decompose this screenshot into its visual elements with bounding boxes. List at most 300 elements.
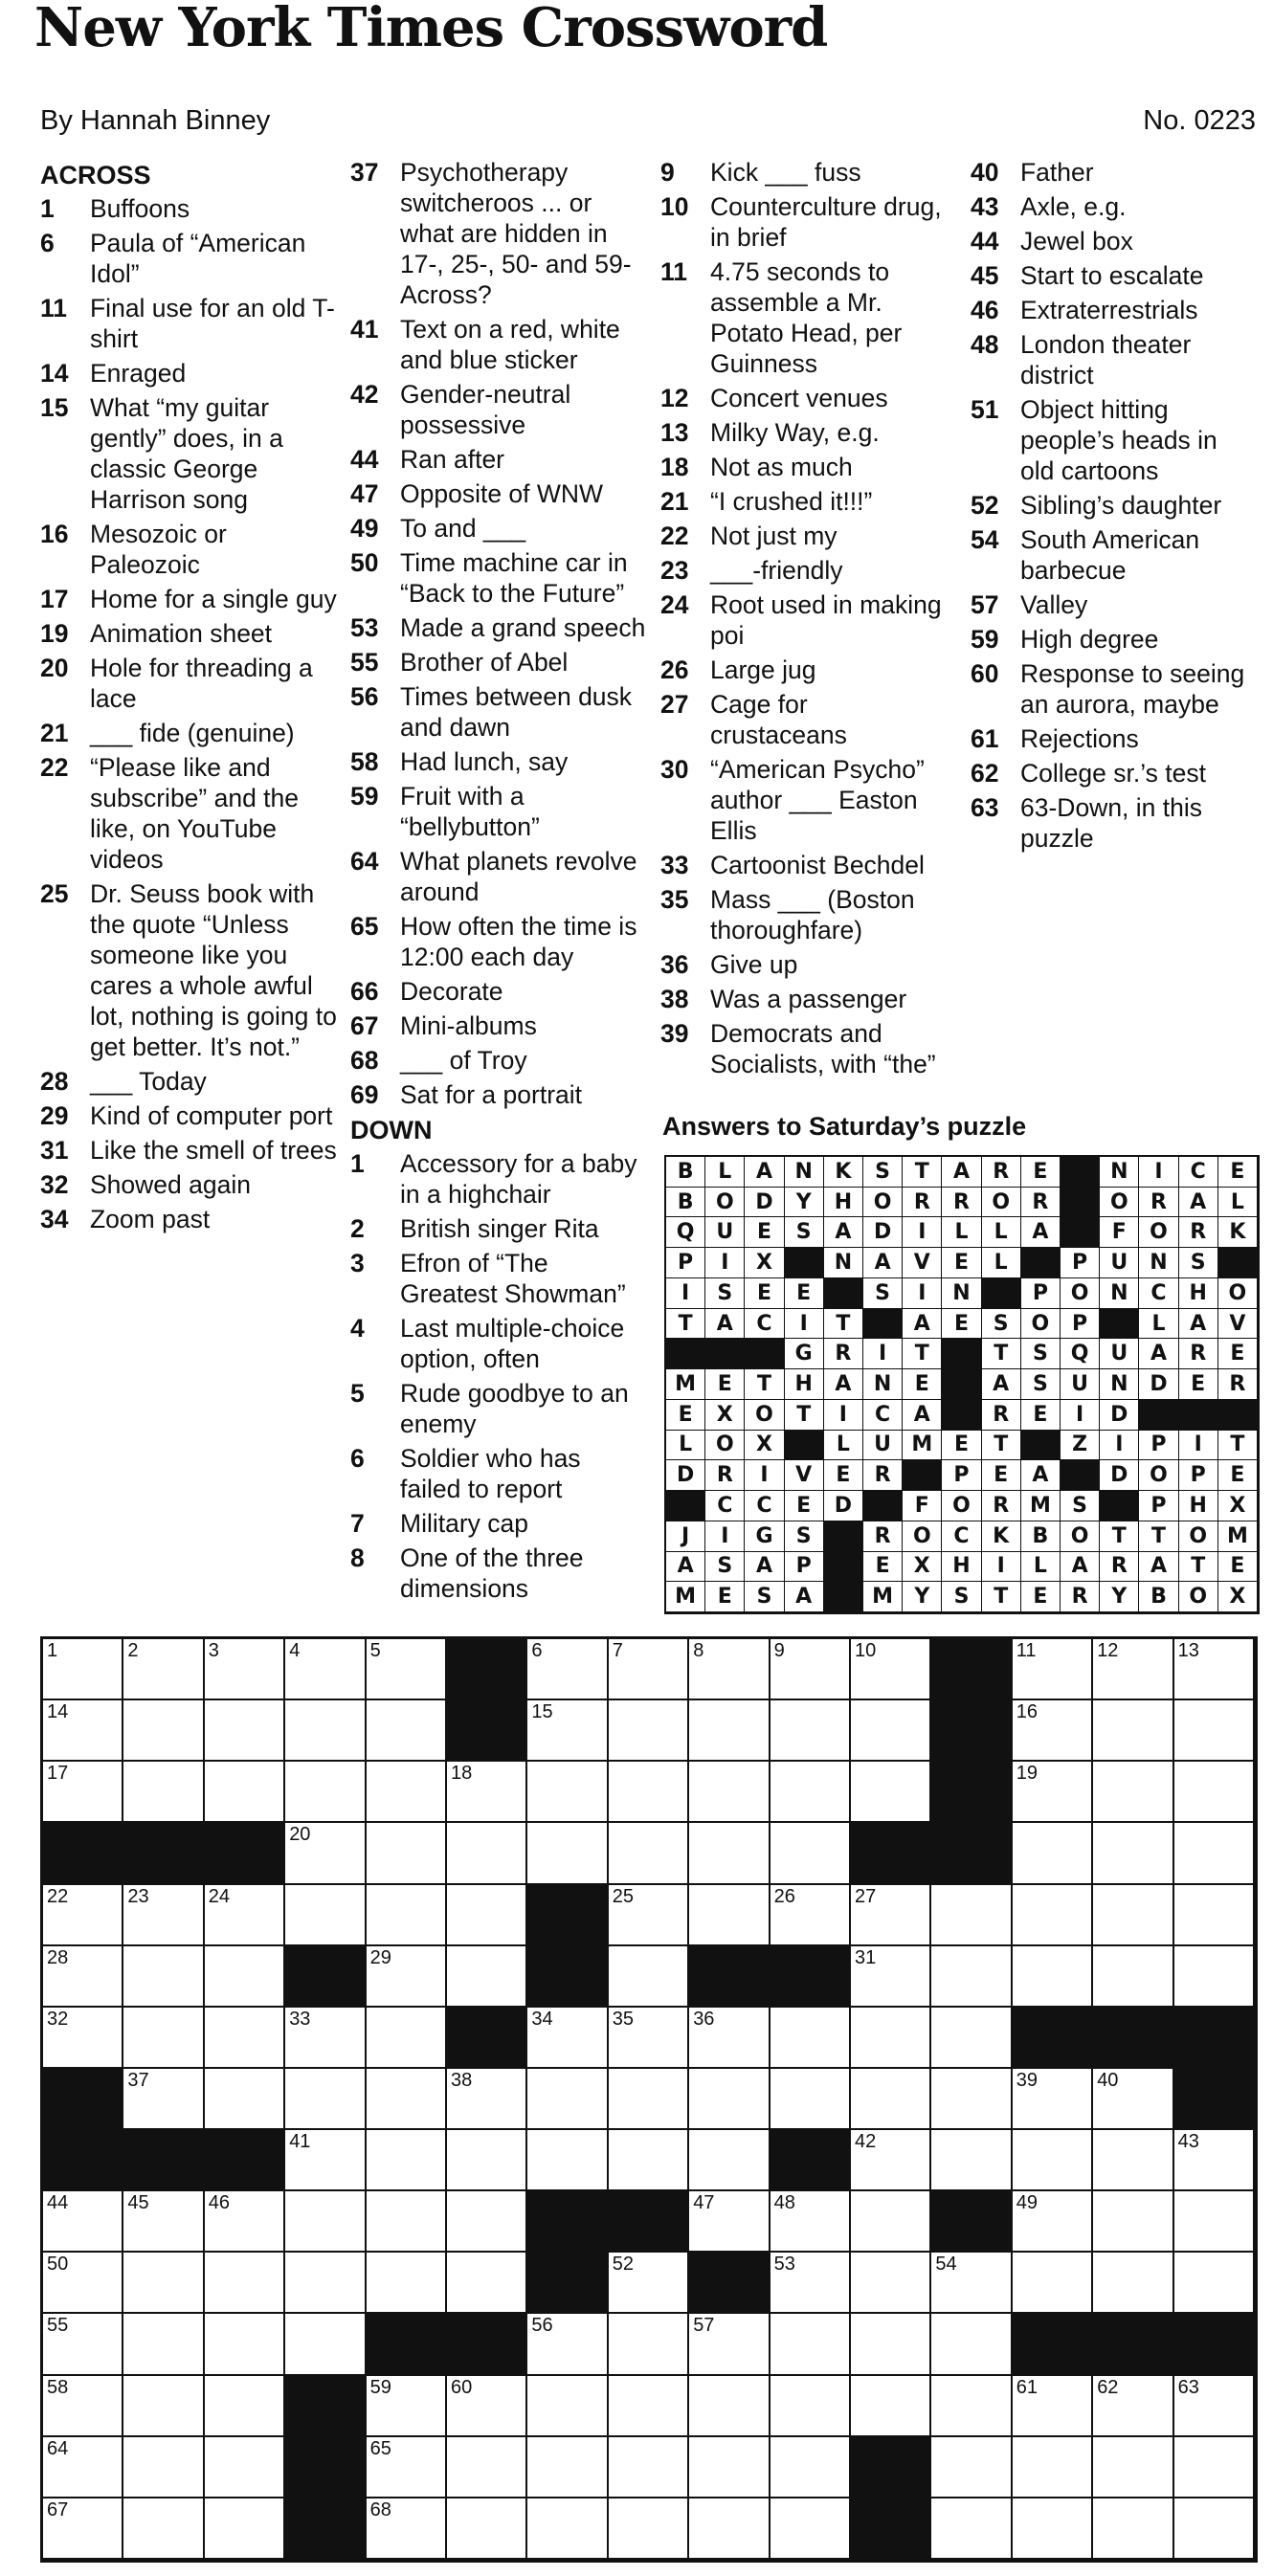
answer-cell: X — [1218, 1491, 1258, 1521]
grid-cell[interactable] — [123, 2008, 204, 2069]
grid-cell[interactable] — [851, 2314, 931, 2375]
grid-cell[interactable] — [609, 1946, 689, 2008]
clue-number: 63 — [971, 793, 999, 822]
cell-number: 7 — [612, 1640, 623, 1661]
grid-cell[interactable] — [851, 2130, 931, 2191]
grid-cell[interactable] — [205, 1762, 285, 1823]
grid-cell[interactable] — [689, 2314, 770, 2375]
grid-cell[interactable] — [43, 1639, 123, 1700]
grid-cell[interactable] — [851, 2376, 931, 2437]
grid-cell[interactable] — [1093, 2437, 1173, 2498]
grid-cell[interactable] — [285, 1700, 366, 1762]
grid-cell[interactable] — [285, 2130, 366, 2191]
answer-cell: C — [1179, 1157, 1218, 1188]
grid-cell[interactable] — [1013, 2253, 1093, 2314]
grid-cell[interactable] — [285, 2008, 366, 2069]
answer-cell: R — [824, 1339, 863, 1369]
across-clue-14 — [40, 358, 337, 389]
answer-cell: M — [1021, 1491, 1061, 1521]
clue-text: Animation sheet — [90, 619, 273, 648]
grid-cell[interactable] — [1174, 2376, 1255, 2437]
grid-cell[interactable] — [689, 1823, 770, 1884]
grid-cell[interactable] — [851, 1885, 931, 1946]
clue-text: Mesozoic or Paleozoic — [90, 520, 227, 579]
clue-text: Not just my — [710, 522, 838, 550]
grid-cell[interactable] — [123, 1762, 204, 1823]
clue-number: 49 — [350, 514, 379, 543]
grid-cell[interactable] — [527, 1639, 608, 1700]
grid-cell[interactable] — [447, 2069, 527, 2130]
grid-cell[interactable] — [851, 2191, 931, 2253]
grid-cell[interactable] — [285, 2191, 366, 2253]
grid-cell[interactable] — [43, 2376, 123, 2437]
grid-cell[interactable] — [1013, 2376, 1093, 2437]
grid-cell[interactable] — [609, 2498, 689, 2560]
grid-cell[interactable] — [527, 2376, 608, 2437]
answer-cell: A — [1061, 1552, 1100, 1583]
answer-black-square — [1061, 1188, 1100, 1218]
cell-number: 15 — [531, 1701, 553, 1723]
grid-cell[interactable] — [205, 2498, 285, 2560]
grid-cell[interactable] — [1174, 1639, 1255, 1700]
grid-cell[interactable] — [43, 1946, 123, 2008]
grid-cell[interactable] — [367, 2008, 447, 2069]
grid-cell[interactable] — [851, 2253, 931, 2314]
answer-cell: Q — [666, 1217, 705, 1248]
clue-number: 59 — [350, 782, 379, 811]
grid-cell[interactable] — [931, 2314, 1012, 2375]
grid-cell[interactable] — [1013, 2130, 1093, 2191]
grid-cell[interactable] — [689, 2376, 770, 2437]
grid-cell[interactable] — [770, 2191, 851, 2253]
grid-cell[interactable] — [285, 1885, 366, 1946]
cell-number: 47 — [693, 2192, 715, 2214]
black-square — [770, 2130, 851, 2191]
grid-cell[interactable] — [1013, 2069, 1093, 2130]
grid-cell[interactable] — [205, 2253, 285, 2314]
grid-cell[interactable] — [205, 2376, 285, 2437]
grid-cell[interactable] — [285, 1762, 366, 1823]
grid-cell[interactable] — [205, 2191, 285, 2253]
grid-cell[interactable] — [931, 2008, 1012, 2069]
grid-cell[interactable] — [1174, 2498, 1255, 2560]
grid-cell[interactable] — [770, 1823, 851, 1884]
clue-text: Rejections — [1020, 724, 1139, 753]
answer-cell: X — [745, 1248, 784, 1278]
answer-cell: A — [745, 1552, 784, 1583]
answer-cell: I — [1100, 1431, 1139, 1461]
grid-cell[interactable] — [1013, 1885, 1093, 1946]
answer-cell: S — [705, 1278, 745, 1309]
grid-cell[interactable] — [1093, 1762, 1173, 1823]
answer-cell: P — [1021, 1278, 1061, 1309]
grid-cell[interactable] — [205, 1700, 285, 1762]
grid-cell[interactable] — [609, 2130, 689, 2191]
grid-cell[interactable] — [1093, 2253, 1173, 2314]
grid-cell[interactable] — [609, 1762, 689, 1823]
grid-cell[interactable] — [1093, 2130, 1173, 2191]
answer-cell: T — [903, 1339, 942, 1369]
cell-number: 23 — [127, 1885, 149, 1907]
grid-cell[interactable] — [770, 2008, 851, 2069]
grid-cell[interactable] — [205, 1946, 285, 2008]
grid-cell[interactable] — [1013, 1762, 1093, 1823]
down-clue-3 — [350, 1248, 647, 1309]
answer-cell: A — [745, 1157, 784, 1188]
grid-cell[interactable] — [609, 2069, 689, 2130]
clue-text: Mass ___ (Boston thoroughfare) — [710, 885, 915, 944]
clue-number: 20 — [40, 654, 69, 682]
cell-number: 41 — [289, 2131, 311, 2153]
clue-number: 29 — [40, 1101, 69, 1130]
across-clue-11 — [40, 293, 337, 354]
answer-cell: T — [824, 1309, 863, 1340]
down-clue-38 — [660, 984, 948, 1014]
grid-cell[interactable] — [367, 2498, 447, 2560]
grid-cell[interactable] — [43, 1762, 123, 1823]
down-clue-62 — [971, 758, 1258, 788]
clue-text: London theater district — [1020, 330, 1192, 389]
grid-cell[interactable] — [43, 2314, 123, 2375]
grid-cell[interactable] — [609, 2253, 689, 2314]
grid-cell[interactable] — [931, 1946, 1012, 2008]
answer-cell: O — [1061, 1521, 1100, 1552]
clue-text: Milky Way, e.g. — [710, 418, 880, 447]
down-clue-22 — [660, 521, 948, 551]
answer-cell: V — [903, 1248, 942, 1278]
grid-cell[interactable] — [609, 1700, 689, 1762]
answer-cell: M — [863, 1582, 903, 1612]
grid-cell[interactable] — [1093, 1946, 1173, 2008]
across-clue-47 — [350, 478, 647, 509]
answer-cell: A — [1179, 1309, 1218, 1340]
grid-cell[interactable] — [205, 1885, 285, 1946]
grid-cell[interactable] — [689, 2191, 770, 2253]
grid-cell[interactable] — [123, 2437, 204, 2498]
grid-cell[interactable] — [447, 2376, 527, 2437]
clue-number: 7 — [350, 1509, 365, 1538]
grid-cell[interactable] — [447, 2253, 527, 2314]
grid-cell[interactable] — [770, 2069, 851, 2130]
grid-cell[interactable] — [205, 2069, 285, 2130]
answer-cell: S — [785, 1217, 824, 1248]
across-clue-66 — [350, 976, 647, 1007]
grid-cell[interactable] — [1174, 1762, 1255, 1823]
clue-text: Not as much — [710, 453, 853, 481]
answer-cell: S — [982, 1309, 1021, 1340]
grid-cell[interactable] — [205, 2437, 285, 2498]
clue-text: Sat for a portrait — [400, 1080, 583, 1109]
grid-cell[interactable] — [527, 2130, 608, 2191]
clue-text: “I crushed it!!!” — [710, 487, 873, 516]
grid-cell[interactable] — [123, 2253, 204, 2314]
grid-cell[interactable] — [527, 2069, 608, 2130]
grid-cell[interactable] — [285, 2253, 366, 2314]
grid-cell[interactable] — [447, 1762, 527, 1823]
grid-cell[interactable] — [1093, 2376, 1173, 2437]
grid-cell[interactable] — [527, 2498, 608, 2560]
down-clue-6 — [350, 1443, 647, 1504]
crossword-grid[interactable] — [40, 1636, 1258, 2563]
grid-cell[interactable] — [931, 2069, 1012, 2130]
black-square — [43, 2069, 123, 2130]
grid-cell[interactable] — [851, 2008, 931, 2069]
grid-cell[interactable] — [1174, 2191, 1255, 2253]
clue-number: 59 — [971, 625, 999, 654]
grid-cell[interactable] — [1174, 1885, 1255, 1946]
answer-cell: A — [785, 1582, 824, 1612]
grid-cell[interactable] — [931, 2498, 1012, 2560]
black-square — [527, 2253, 608, 2314]
grid-cell[interactable] — [447, 2437, 527, 2498]
grid-cell[interactable] — [851, 1946, 931, 2008]
grid-cell[interactable] — [43, 2498, 123, 2560]
down-clue-60 — [971, 658, 1258, 720]
answer-cell: V — [785, 1460, 824, 1491]
grid-cell[interactable] — [43, 1700, 123, 1762]
grid-cell[interactable] — [1174, 2130, 1255, 2191]
down-clue-12 — [660, 383, 948, 413]
grid-cell[interactable] — [367, 1700, 447, 1762]
page-title: New York Times Crossword — [34, 0, 828, 59]
grid-cell[interactable] — [770, 1639, 851, 1700]
grid-cell[interactable] — [689, 2437, 770, 2498]
down-clue-10 — [660, 191, 948, 253]
grid-cell[interactable] — [123, 1700, 204, 1762]
grid-cell[interactable] — [447, 2498, 527, 2560]
cell-number: 18 — [451, 1763, 473, 1785]
answer-cell: T — [1139, 1521, 1178, 1552]
answer-cell: T — [903, 1157, 942, 1188]
grid-cell[interactable] — [367, 1762, 447, 1823]
across-clue-44 — [350, 444, 647, 475]
grid-cell[interactable] — [931, 2253, 1012, 2314]
grid-cell[interactable] — [609, 1823, 689, 1884]
across-clue-65 — [350, 911, 647, 972]
grid-cell[interactable] — [770, 2253, 851, 2314]
black-square — [447, 2314, 527, 2375]
answer-cell: I — [982, 1552, 1021, 1583]
grid-cell[interactable] — [689, 1885, 770, 1946]
grid-cell[interactable] — [689, 2130, 770, 2191]
grid-cell[interactable] — [609, 1639, 689, 1700]
grid-cell[interactable] — [931, 1885, 1012, 1946]
grid-cell[interactable] — [43, 2253, 123, 2314]
grid-cell[interactable] — [689, 1639, 770, 1700]
grid-cell[interactable] — [689, 1700, 770, 1762]
grid-cell[interactable] — [123, 1946, 204, 2008]
cell-number: 60 — [451, 2376, 473, 2398]
black-square — [931, 1700, 1012, 1762]
grid-cell[interactable] — [1174, 1823, 1255, 1884]
grid-cell[interactable] — [205, 2008, 285, 2069]
grid-cell[interactable] — [609, 2008, 689, 2069]
clue-number: 67 — [350, 1011, 379, 1040]
grid-cell[interactable] — [851, 2069, 931, 2130]
black-square — [1174, 2069, 1255, 2130]
answer-cell: F — [1100, 1217, 1139, 1248]
answer-cell: N — [863, 1369, 903, 1400]
clue-text: Times between dusk and dawn — [400, 682, 633, 742]
grid-cell[interactable] — [447, 2130, 527, 2191]
answer-cell: D — [745, 1188, 784, 1218]
grid-cell[interactable] — [1093, 2069, 1173, 2130]
clue-number: 54 — [971, 525, 999, 554]
cell-number: 46 — [208, 2192, 231, 2214]
grid-cell[interactable] — [1093, 1639, 1173, 1700]
clue-column-4 — [971, 157, 1258, 857]
grid-cell[interactable] — [447, 1885, 527, 1946]
grid-cell[interactable] — [1013, 2498, 1093, 2560]
grid-cell[interactable] — [1174, 2253, 1255, 2314]
grid-cell[interactable] — [851, 1639, 931, 1700]
grid-cell[interactable] — [1174, 1700, 1255, 1762]
grid-cell[interactable] — [367, 1946, 447, 2008]
answer-cell: T — [982, 1582, 1021, 1612]
answer-cell: S — [863, 1157, 903, 1188]
clue-number: 30 — [660, 755, 689, 784]
grid-cell[interactable] — [447, 2191, 527, 2253]
grid-cell[interactable] — [1013, 1700, 1093, 1762]
cell-number: 10 — [855, 1640, 877, 1661]
grid-cell[interactable] — [689, 2498, 770, 2560]
answer-cell: A — [824, 1217, 863, 1248]
answer-cell: S — [942, 1582, 981, 1612]
grid-cell[interactable] — [367, 2437, 447, 2498]
grid-cell[interactable] — [123, 2498, 204, 2560]
answer-cell: H — [942, 1552, 981, 1583]
grid-cell[interactable] — [43, 1885, 123, 1946]
grid-cell[interactable] — [43, 2437, 123, 2498]
grid-cell[interactable] — [851, 1700, 931, 1762]
grid-cell[interactable] — [367, 1823, 447, 1884]
grid-cell[interactable] — [285, 2314, 366, 2375]
clue-number: 9 — [660, 158, 675, 187]
grid-cell[interactable] — [770, 2437, 851, 2498]
black-square — [770, 1946, 851, 2008]
grid-cell[interactable] — [609, 1885, 689, 1946]
grid-cell[interactable] — [689, 2069, 770, 2130]
grid-cell[interactable] — [123, 2069, 204, 2130]
grid-cell[interactable] — [527, 1823, 608, 1884]
grid-cell[interactable] — [1174, 1946, 1255, 2008]
answer-cell: X — [745, 1431, 784, 1461]
grid-cell[interactable] — [689, 1762, 770, 1823]
grid-cell[interactable] — [527, 2008, 608, 2069]
clue-text: Start to escalate — [1020, 261, 1204, 290]
grid-cell[interactable] — [931, 2376, 1012, 2437]
answer-cell: R — [942, 1188, 981, 1218]
down-clue-63 — [971, 792, 1258, 854]
grid-cell[interactable] — [609, 2314, 689, 2375]
grid-cell[interactable] — [367, 2069, 447, 2130]
clue-number: 13 — [660, 418, 689, 447]
grid-cell[interactable] — [770, 2314, 851, 2375]
grid-cell[interactable] — [609, 2376, 689, 2437]
grid-cell[interactable] — [770, 2376, 851, 2437]
grid-cell[interactable] — [1013, 1946, 1093, 2008]
answer-cell: H — [785, 1369, 824, 1400]
cell-number: 8 — [693, 1640, 704, 1661]
grid-cell[interactable] — [1093, 2191, 1173, 2253]
grid-cell[interactable] — [43, 2008, 123, 2069]
answer-cell: I — [1061, 1400, 1100, 1431]
clue-number: 4 — [350, 1314, 365, 1343]
grid-cell[interactable] — [931, 2437, 1012, 2498]
grid-cell[interactable] — [1013, 1639, 1093, 1700]
grid-cell[interactable] — [689, 2008, 770, 2069]
answer-cell: N — [1100, 1369, 1139, 1400]
grid-cell[interactable] — [527, 2437, 608, 2498]
grid-cell[interactable] — [367, 2130, 447, 2191]
answer-cell: B — [1021, 1521, 1061, 1552]
answer-cell: K — [1218, 1217, 1258, 1248]
clue-text: Object hitting people’s heads in old cartoons — [1020, 395, 1217, 485]
grid-cell[interactable] — [123, 2314, 204, 2375]
answer-cell: T — [745, 1369, 784, 1400]
grid-cell[interactable] — [1013, 2191, 1093, 2253]
grid-cell[interactable] — [931, 2130, 1012, 2191]
grid-cell[interactable] — [285, 2069, 366, 2130]
clue-text: “American Psycho” author ___ Easton Ellis — [710, 755, 925, 845]
grid-cell[interactable] — [1013, 2437, 1093, 2498]
clue-text: Jewel box — [1020, 227, 1133, 255]
grid-cell[interactable] — [367, 2376, 447, 2437]
clue-text: Buffoons — [90, 194, 190, 223]
grid-cell[interactable] — [367, 2191, 447, 2253]
grid-cell[interactable] — [205, 1639, 285, 1700]
cell-number: 67 — [47, 2498, 69, 2520]
grid-cell[interactable] — [527, 1700, 608, 1762]
answer-cell: V — [1218, 1309, 1258, 1340]
grid-cell[interactable] — [123, 1885, 204, 1946]
grid-cell[interactable] — [123, 1639, 204, 1700]
grid-cell[interactable] — [770, 1762, 851, 1823]
grid-cell[interactable] — [1093, 2498, 1173, 2560]
grid-cell[interactable] — [770, 1700, 851, 1762]
grid-cell[interactable] — [447, 1946, 527, 2008]
black-square — [1013, 2008, 1093, 2069]
grid-cell[interactable] — [527, 2314, 608, 2375]
grid-cell[interactable] — [1013, 1823, 1093, 1884]
grid-cell[interactable] — [609, 2437, 689, 2498]
grid-cell[interactable] — [447, 1823, 527, 1884]
grid-cell[interactable] — [851, 1762, 931, 1823]
grid-cell[interactable] — [285, 1823, 366, 1884]
grid-cell[interactable] — [527, 1762, 608, 1823]
across-clue-42 — [350, 379, 647, 440]
grid-cell[interactable] — [770, 1885, 851, 1946]
grid-cell[interactable] — [367, 1885, 447, 1946]
grid-cell[interactable] — [123, 2376, 204, 2437]
grid-cell[interactable] — [123, 2191, 204, 2253]
grid-cell[interactable] — [1093, 1823, 1173, 1884]
clue-text: Accessory for a baby in a highchair — [400, 1149, 637, 1209]
down-clue-24 — [660, 589, 948, 651]
grid-cell[interactable] — [367, 2253, 447, 2314]
grid-cell[interactable] — [1093, 1700, 1173, 1762]
grid-cell[interactable] — [770, 2498, 851, 2560]
answer-cell: O — [1021, 1309, 1061, 1340]
grid-cell[interactable] — [205, 2314, 285, 2375]
answer-cell: U — [1061, 1369, 1100, 1400]
grid-cell[interactable] — [1174, 2437, 1255, 2498]
grid-cell[interactable] — [285, 1639, 366, 1700]
clue-number: 3 — [350, 1249, 365, 1277]
grid-cell[interactable] — [1093, 1885, 1173, 1946]
grid-cell[interactable] — [43, 2191, 123, 2253]
grid-cell[interactable] — [367, 1639, 447, 1700]
